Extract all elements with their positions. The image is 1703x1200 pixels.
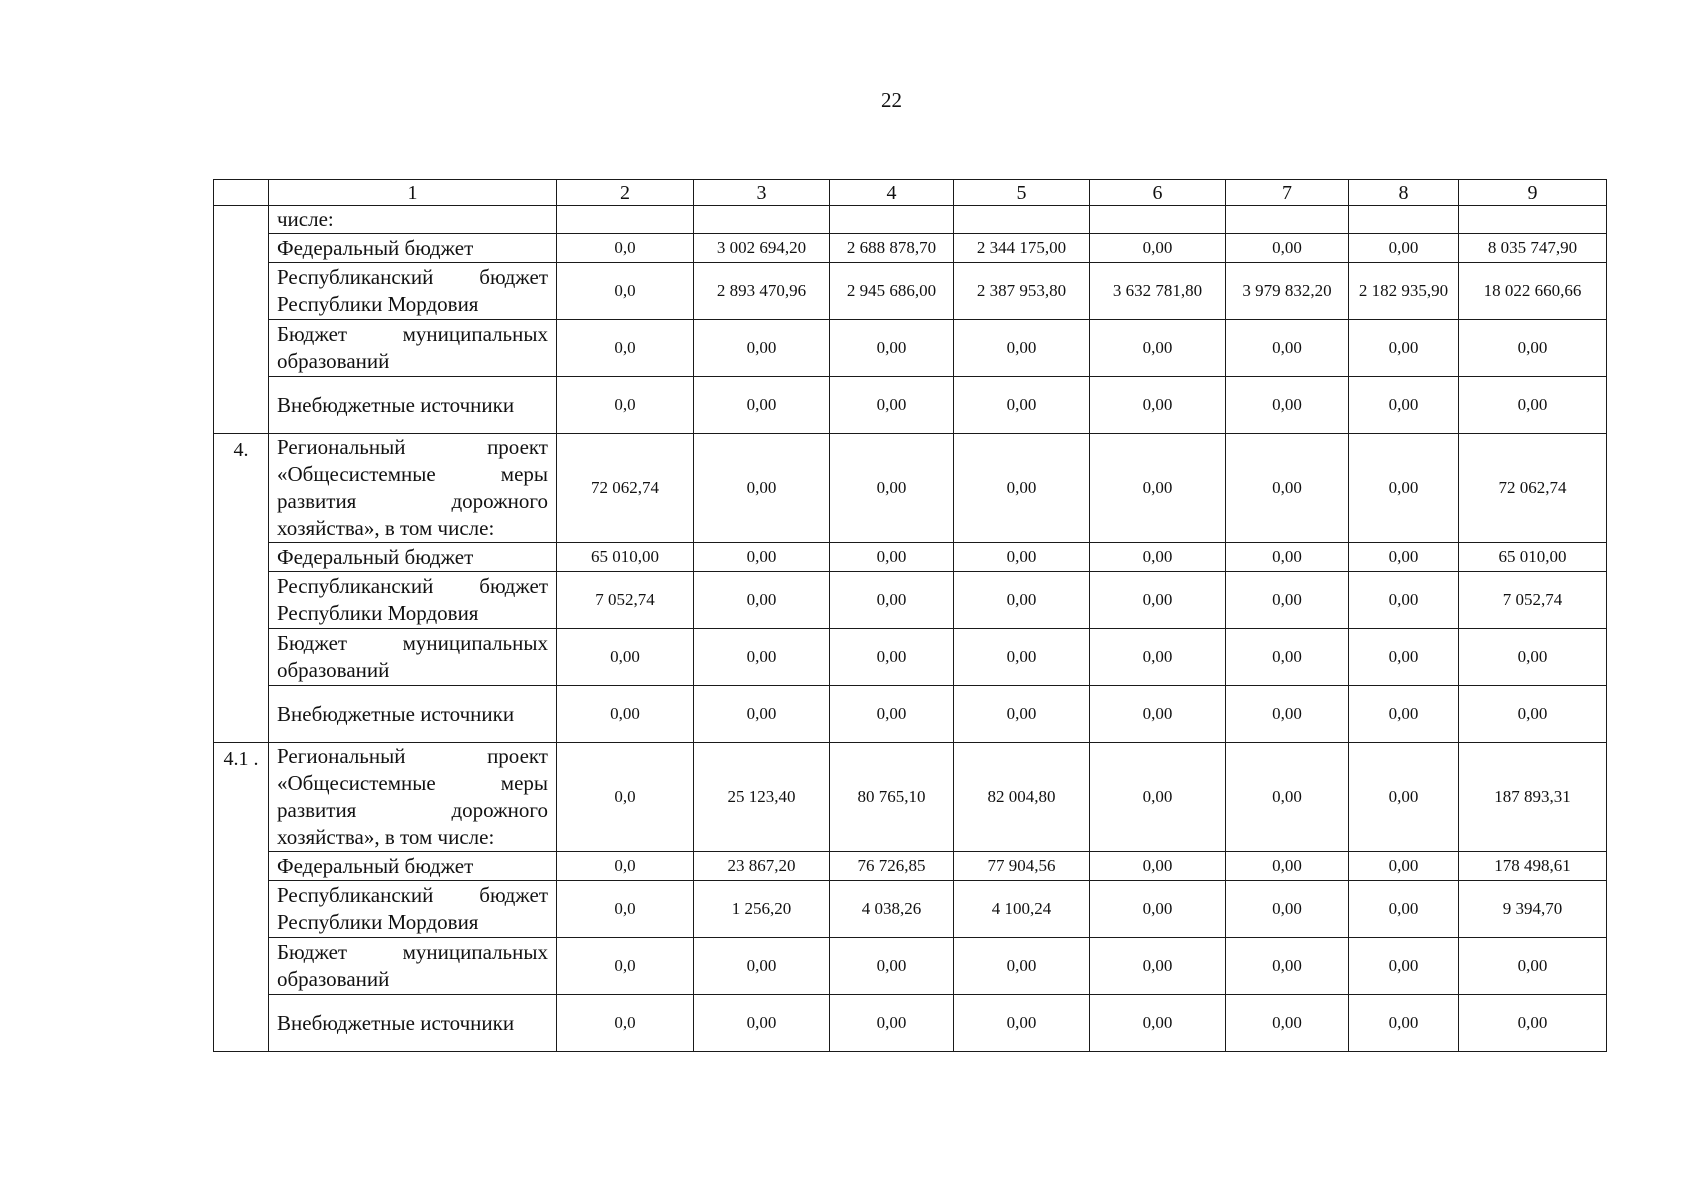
value-cell: 2 945 686,00 (830, 263, 954, 320)
value-cell: 0,0 (557, 743, 694, 852)
value-cell: 0,00 (954, 995, 1090, 1052)
value-cell: 9 394,70 (1459, 881, 1607, 938)
value-cell: 23 867,20 (694, 852, 830, 881)
table-row (214, 206, 1607, 234)
row-label: Бюджет муниципальных образований (269, 938, 557, 995)
value-cell: 0,00 (1349, 852, 1459, 881)
value-cell: 77 904,56 (954, 852, 1090, 881)
header-cell: 6 (1090, 180, 1226, 206)
value-cell: 2 688 878,70 (830, 234, 954, 263)
value-cell: 25 123,40 (694, 743, 830, 852)
value-cell: 3 632 781,80 (1090, 263, 1226, 320)
value-cell: 0,0 (557, 263, 694, 320)
value-cell: 0,00 (1226, 743, 1349, 852)
value-cell: 7 052,74 (557, 572, 694, 629)
header-cell: 9 (1459, 180, 1607, 206)
value-cell: 0,0 (557, 852, 694, 881)
value-cell: 4 100,24 (954, 881, 1090, 938)
value-cell: 0,00 (830, 995, 954, 1052)
value-cell: 0,0 (557, 234, 694, 263)
value-cell: 0,00 (1349, 434, 1459, 543)
value-cell: 0,00 (557, 686, 694, 743)
value-cell: 3 002 694,20 (694, 234, 830, 263)
value-cell: 0,00 (1459, 686, 1607, 743)
value-cell: 0,00 (954, 320, 1090, 377)
value-cell: 76 726,85 (830, 852, 954, 881)
row-label: Федеральный бюджет (269, 543, 557, 572)
value-cell: 0,00 (1459, 629, 1607, 686)
value-cell: 2 344 175,00 (954, 234, 1090, 263)
value-cell: 0,00 (1459, 995, 1607, 1052)
value-cell: 0,00 (830, 377, 954, 434)
value-cell: 0,00 (1226, 995, 1349, 1052)
value-cell: 0,00 (694, 572, 830, 629)
table-row (214, 938, 1607, 995)
table-row (214, 995, 1607, 1052)
value-cell: 18 022 660,66 (1459, 263, 1607, 320)
header-cell: 3 (694, 180, 830, 206)
value-cell: 0,00 (557, 629, 694, 686)
value-cell: 2 182 935,90 (1349, 263, 1459, 320)
value-cell: 0,00 (1459, 320, 1607, 377)
value-cell: 0,00 (830, 572, 954, 629)
value-cell: 0,00 (954, 572, 1090, 629)
value-cell: 4 038,26 (830, 881, 954, 938)
value-cell: 0,00 (1226, 881, 1349, 938)
value-cell: 0,00 (1090, 543, 1226, 572)
budget-table (213, 179, 1607, 1052)
row-label: Региональный проект «Общесистемные меры развития дорожного хозяйства», в том числе: (269, 434, 557, 543)
value-cell: 72 062,74 (1459, 434, 1607, 543)
value-cell: 0,00 (694, 543, 830, 572)
table-row (214, 572, 1607, 629)
value-cell: 0,00 (694, 686, 830, 743)
header-cell: 2 (557, 180, 694, 206)
value-cell: 0,00 (1349, 686, 1459, 743)
value-cell: 7 052,74 (1459, 572, 1607, 629)
value-cell: 0,00 (1226, 434, 1349, 543)
row-label: Региональный проект «Общесистемные меры развития дорожного хозяйства», в том числе: (269, 743, 557, 852)
value-cell: 0,00 (1226, 234, 1349, 263)
value-cell: 0,00 (1090, 234, 1226, 263)
value-cell (830, 206, 954, 234)
value-cell: 0,0 (557, 938, 694, 995)
row-label: Внебюджетные источники (269, 686, 557, 743)
value-cell: 0,0 (557, 377, 694, 434)
value-cell: 0,00 (1226, 629, 1349, 686)
value-cell: 0,00 (694, 938, 830, 995)
value-cell: 0,00 (1090, 629, 1226, 686)
row-number: 4. (214, 434, 269, 743)
value-cell: 0,00 (830, 320, 954, 377)
row-label: Внебюджетные источники (269, 377, 557, 434)
table-row (214, 320, 1607, 377)
value-cell: 2 893 470,96 (694, 263, 830, 320)
row-label: Федеральный бюджет (269, 234, 557, 263)
row-label: Федеральный бюджет (269, 852, 557, 881)
value-cell: 0,00 (1090, 320, 1226, 377)
row-label: Республиканский бюджет Республики Мордовия (269, 263, 557, 320)
value-cell: 0,00 (1349, 572, 1459, 629)
table-row (214, 686, 1607, 743)
value-cell (954, 206, 1090, 234)
value-cell: 0,00 (1226, 938, 1349, 995)
value-cell: 0,00 (1226, 572, 1349, 629)
row-label: Республиканский бюджет Республики Мордовия (269, 572, 557, 629)
table-row (214, 743, 1607, 852)
value-cell: 65 010,00 (557, 543, 694, 572)
value-cell: 0,00 (694, 320, 830, 377)
value-cell: 72 062,74 (557, 434, 694, 543)
value-cell (1349, 206, 1459, 234)
value-cell: 178 498,61 (1459, 852, 1607, 881)
value-cell: 0,00 (1226, 852, 1349, 881)
value-cell: 0,00 (1349, 377, 1459, 434)
table-row (214, 881, 1607, 938)
value-cell: 0,00 (1226, 543, 1349, 572)
value-cell: 0,00 (1349, 629, 1459, 686)
value-cell: 0,00 (1090, 852, 1226, 881)
value-cell: 0,00 (1090, 434, 1226, 543)
value-cell: 0,00 (694, 629, 830, 686)
value-cell: 0,00 (1459, 377, 1607, 434)
value-cell: 2 387 953,80 (954, 263, 1090, 320)
value-cell (694, 206, 830, 234)
value-cell: 8 035 747,90 (1459, 234, 1607, 263)
value-cell: 0,00 (954, 543, 1090, 572)
value-cell: 0,00 (830, 543, 954, 572)
value-cell: 0,00 (694, 377, 830, 434)
value-cell: 0,00 (830, 938, 954, 995)
value-cell (557, 206, 694, 234)
value-cell: 0,0 (557, 881, 694, 938)
table-row (214, 852, 1607, 881)
value-cell: 0,00 (1090, 938, 1226, 995)
header-row (214, 180, 1607, 206)
value-cell: 187 893,31 (1459, 743, 1607, 852)
value-cell: 0,00 (1090, 995, 1226, 1052)
value-cell: 0,00 (1090, 743, 1226, 852)
value-cell: 3 979 832,20 (1226, 263, 1349, 320)
table-row (214, 263, 1607, 320)
table-row (214, 543, 1607, 572)
value-cell: 0,00 (954, 377, 1090, 434)
value-cell: 0,00 (1226, 377, 1349, 434)
value-cell: 0,00 (1090, 377, 1226, 434)
value-cell: 0,00 (830, 629, 954, 686)
page-number: 22 (881, 88, 902, 112)
value-cell: 1 256,20 (694, 881, 830, 938)
value-cell: 0,00 (830, 686, 954, 743)
value-cell: 0,00 (1349, 543, 1459, 572)
value-cell: 0,00 (830, 434, 954, 543)
row-number: 4.1 . (214, 743, 269, 1052)
value-cell: 0,00 (1349, 881, 1459, 938)
value-cell: 82 004,80 (954, 743, 1090, 852)
header-cell: 8 (1349, 180, 1459, 206)
value-cell: 0,00 (1349, 938, 1459, 995)
row-label: Бюджет муниципальных образований (269, 320, 557, 377)
value-cell: 0,00 (954, 686, 1090, 743)
value-cell: 0,00 (1226, 686, 1349, 743)
value-cell: 0,00 (1349, 234, 1459, 263)
value-cell: 0,00 (954, 434, 1090, 543)
header-cell: 5 (954, 180, 1090, 206)
header-cell: 4 (830, 180, 954, 206)
table-row (214, 377, 1607, 434)
value-cell: 0,00 (1459, 938, 1607, 995)
value-cell (1459, 206, 1607, 234)
value-cell: 0,00 (954, 938, 1090, 995)
table-row (214, 234, 1607, 263)
value-cell: 0,00 (1090, 881, 1226, 938)
value-cell (1226, 206, 1349, 234)
table-row (214, 434, 1607, 543)
row-number (214, 206, 269, 434)
value-cell: 0,00 (1090, 686, 1226, 743)
header-cell-empty (214, 180, 269, 206)
value-cell: 0,00 (1349, 743, 1459, 852)
row-label: Внебюджетные источники (269, 995, 557, 1052)
value-cell: 0,0 (557, 995, 694, 1052)
value-cell: 0,0 (557, 320, 694, 377)
value-cell: 0,00 (1090, 572, 1226, 629)
value-cell: 0,00 (1349, 320, 1459, 377)
value-cell: 0,00 (694, 995, 830, 1052)
row-label: Бюджет муниципальных образований (269, 629, 557, 686)
value-cell: 80 765,10 (830, 743, 954, 852)
table-row (214, 629, 1607, 686)
value-cell: 0,00 (694, 434, 830, 543)
value-cell: 0,00 (954, 629, 1090, 686)
header-cell: 7 (1226, 180, 1349, 206)
row-label: Республиканский бюджет Республики Мордовия (269, 881, 557, 938)
value-cell (1090, 206, 1226, 234)
value-cell: 65 010,00 (1459, 543, 1607, 572)
row-label: числе: (269, 206, 557, 234)
value-cell: 0,00 (1349, 995, 1459, 1052)
header-cell: 1 (269, 180, 557, 206)
value-cell: 0,00 (1226, 320, 1349, 377)
